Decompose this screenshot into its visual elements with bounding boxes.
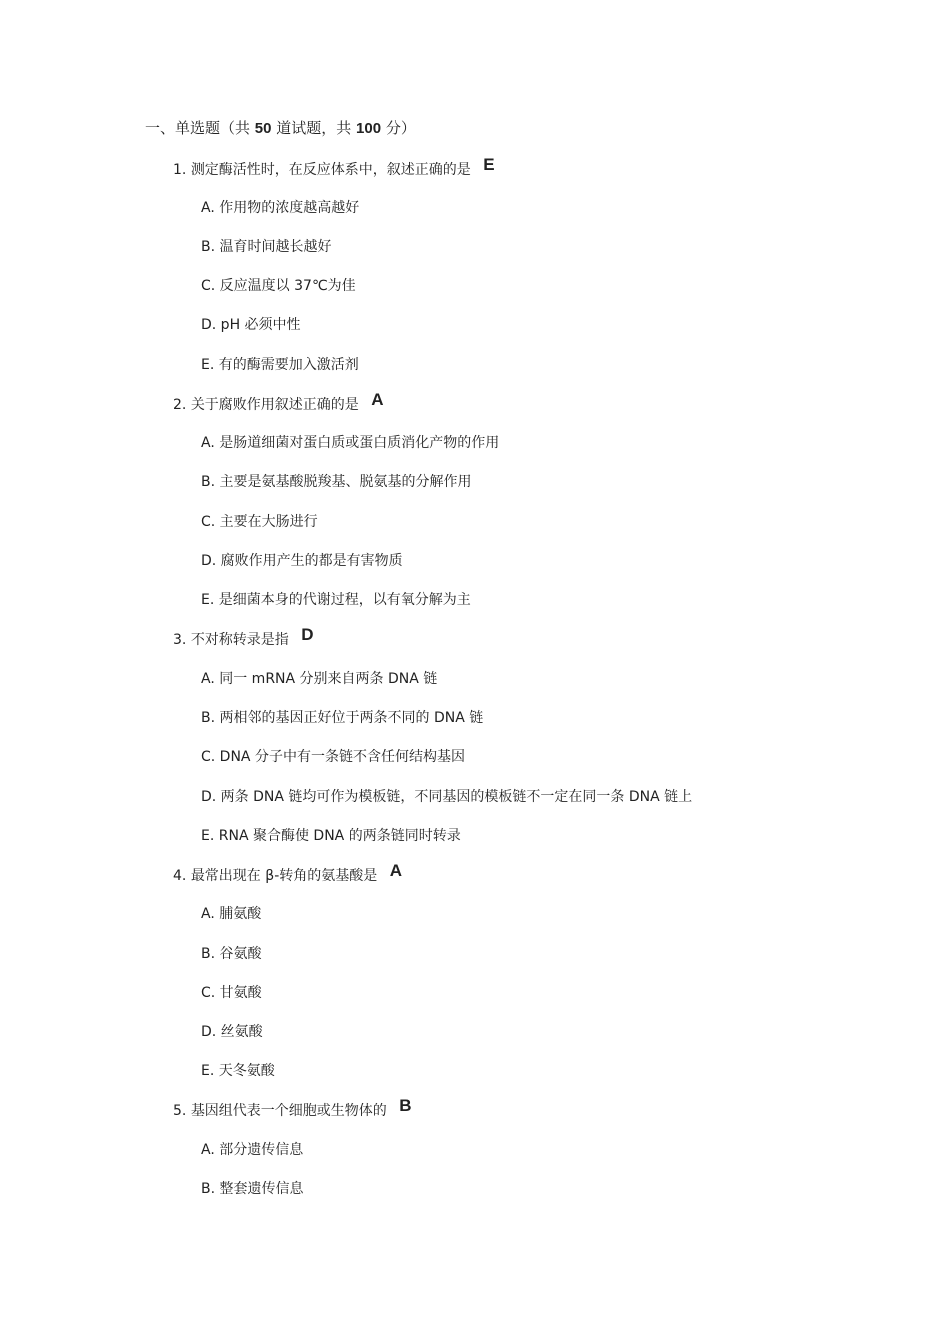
option-3e: E. RNA 聚合酶使 DNA 的两条链同时转录	[201, 828, 461, 844]
section-heading-middle: 道试题，共	[271, 119, 357, 137]
option-3d: D. 两条 DNA 链均可作为模板链，不同基因的模板链不一定在同一条 DNA 链上	[201, 789, 693, 805]
option-4e: E. 天冬氨酸	[201, 1063, 275, 1079]
question-text: 最常出现在 β-转角的氨基酸是	[190, 868, 378, 884]
question-text: 关于腐败作用叙述正确的是	[190, 397, 359, 413]
answer-letter: E	[483, 155, 495, 174]
option-1a: A. 作用物的浓度越高越好	[201, 200, 360, 216]
option-3b: B. 两相邻的基因正好位于两条不同的 DNA 链	[201, 710, 484, 726]
question-number: 4.	[173, 868, 187, 884]
question-4	[173, 861, 402, 887]
question-number: 5.	[173, 1103, 187, 1119]
question-text: 不对称转录是指	[190, 632, 289, 648]
question-3	[173, 625, 314, 651]
option-4c: C. 甘氨酸	[201, 985, 262, 1001]
option-2c: C. 主要在大肠进行	[201, 514, 318, 530]
option-1e: E. 有的酶需要加入激活剂	[201, 357, 359, 373]
option-4a: A. 脯氨酸	[201, 906, 262, 922]
answer-letter: D	[301, 625, 314, 644]
question-text: 基因组代表一个细胞或生物体的	[190, 1103, 387, 1119]
question-5	[173, 1096, 412, 1122]
question-number: 3.	[173, 632, 187, 648]
question-number: 2.	[173, 397, 187, 413]
option-4b: B. 谷氨酸	[201, 946, 262, 962]
total-score: 100	[356, 120, 382, 137]
question-number: 1.	[173, 162, 187, 178]
option-1d: D. pH 必须中性	[201, 317, 301, 333]
option-2e: E. 是细菌本身的代谢过程，以有氧分解为主	[201, 592, 471, 608]
option-5a: A. 部分遗传信息	[201, 1142, 304, 1158]
answer-letter: A	[371, 390, 384, 409]
option-2a: A. 是肠道细菌对蛋白质或蛋白质消化产物的作用	[201, 435, 500, 451]
question-1	[173, 155, 495, 181]
option-1b: B. 温育时间越长越好	[201, 239, 332, 255]
answer-letter: B	[399, 1096, 412, 1115]
section-heading	[145, 116, 416, 141]
option-3a: A. 同一 mRNA 分别来自两条 DNA 链	[201, 671, 438, 687]
question-count: 50	[254, 120, 272, 137]
option-2d: D. 腐败作用产生的都是有害物质	[201, 553, 403, 569]
answer-letter: A	[389, 861, 402, 880]
option-4d: D. 丝氨酸	[201, 1024, 263, 1040]
section-heading-suffix: 分）	[381, 119, 416, 137]
option-3c: C. DNA 分子中有一条链不含任何结构基因	[201, 749, 465, 765]
question-2	[173, 390, 384, 416]
question-text: 测定酶活性时，在反应体系中，叙述正确的是	[190, 162, 471, 178]
option-2b: B. 主要是氨基酸脱羧基、脱氨基的分解作用	[201, 474, 472, 490]
section-heading-prefix: 一、单选题（共	[145, 119, 255, 137]
option-5b: B. 整套遗传信息	[201, 1181, 304, 1197]
option-1c: C. 反应温度以 37℃为佳	[201, 278, 356, 294]
